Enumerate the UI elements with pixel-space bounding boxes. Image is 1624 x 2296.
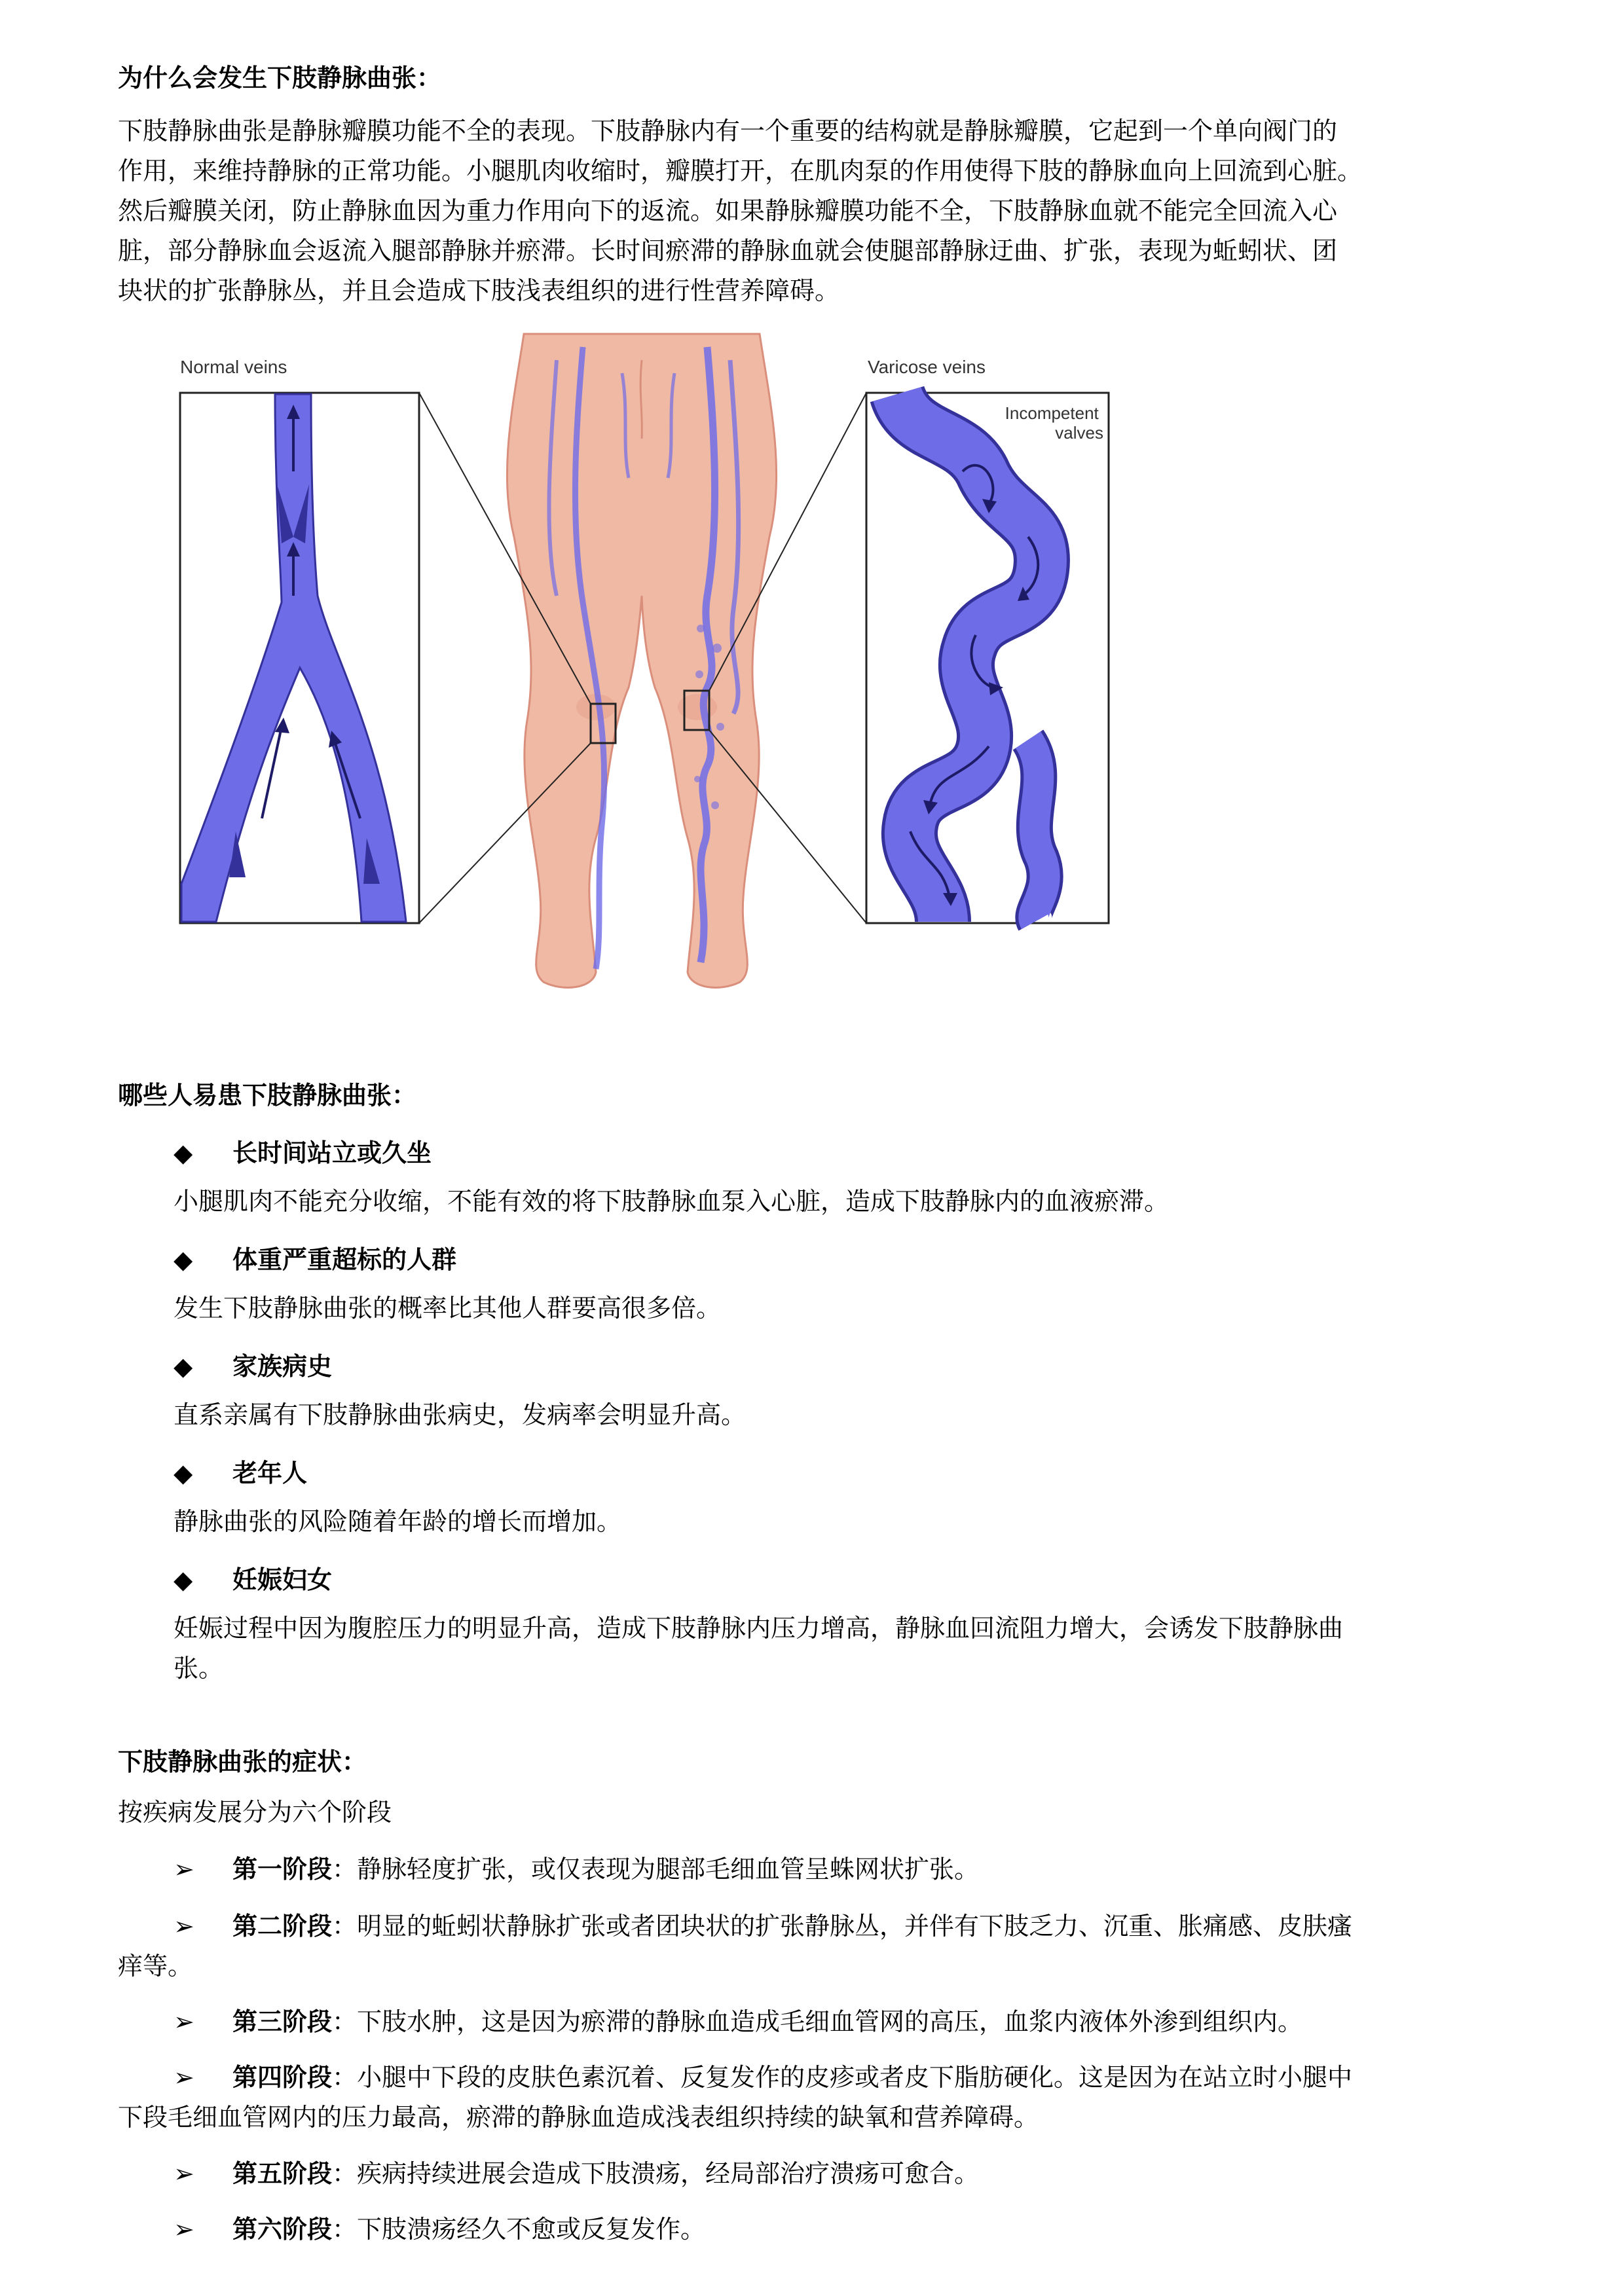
- varicose-veins-label: Varicose veins: [868, 357, 986, 377]
- risk-item-title: ◆ 长时间站立或久坐: [174, 1139, 432, 1167]
- varicose-veins-panel: [866, 393, 1109, 923]
- arrow-bullet-icon: ➢: [174, 2007, 194, 2036]
- stage-item: ➢ 第六阶段：下肢溃疡经久不愈或反复发作。: [174, 2210, 1519, 2250]
- stage-item: ➢ 第二阶段：明显的蚯蚓状静脉扩张或者团块状的扩张静脉丛，并伴有下肢乏力、沉重、胀痛感、皮肤瘙 痒等。: [174, 1906, 1519, 1946]
- risk-item-body: 直系亲属有下肢静脉曲张病史，发病率会明显升高。: [174, 1400, 747, 1429]
- paragraph-line: 然后瓣膜关闭，防止静脉血因为重力作用向下的返流。如果静脉瓣膜功能不全，下肢静脉血就不能完全回流入心: [118, 196, 1338, 225]
- paragraph-line: 作用，来维持静脉的正常功能。小腿肌肉收缩时，瓣膜打开，在肌肉泵的作用使得下肢的静脉血向上回流到心脏。: [118, 156, 1363, 185]
- arrow-bullet-icon: ➢: [174, 2063, 194, 2092]
- risk-item-title: ◆ 家族病史: [174, 1352, 333, 1381]
- section-paragraph-why: [118, 111, 1519, 311]
- diamond-bullet-icon: ◆: [174, 1352, 193, 1381]
- symptoms-intro: 按疾病发展分为六个阶段: [118, 1798, 392, 1827]
- paragraph-line: 块状的扩张静脉丛，并且会造成下肢浅表组织的进行性营养障碍。: [118, 276, 840, 305]
- stage-item: ➢ 第四阶段：小腿中下段的皮肤色素沉着、反复发作的皮疹或者皮下脂肪硬化。这是因为在站立时小腿中 下段毛细血管网内的压力最高，瘀滞的静脉血造成浅表组织持续的缺氧和营养障碍。: [174, 2058, 1519, 2098]
- callout-line: Incompetent: [1005, 403, 1099, 423]
- arrow-bullet-icon: ➢: [174, 2215, 194, 2244]
- normal-veins-label: Normal veins: [180, 357, 287, 377]
- risk-item-body: 发生下肢静脉曲张的概率比其他人群要高很多倍。: [174, 1294, 722, 1322]
- normal-veins-panel: [180, 393, 419, 923]
- section-heading-risk-groups: 哪些人易患下肢静脉曲张：: [118, 1081, 417, 1110]
- paragraph-line: 下肢静脉曲张是静脉瓣膜功能不全的表现。下肢静脉内有一个重要的结构就是静脉瓣膜，它起到一个单向阀门的: [118, 117, 1338, 145]
- risk-item-title: ◆ 妊娠妇女: [174, 1565, 333, 1594]
- stage-item: ➢ 第一阶段：静脉轻度扩张，或仅表现为腿部毛细血管呈蛛网状扩张。: [174, 1850, 1519, 1889]
- risk-item-body: 小腿肌肉不能充分收缩，不能有效的将下肢静脉血泵入心脏，造成下肢静脉内的血液瘀滞。: [174, 1187, 1170, 1216]
- arrow-bullet-icon: ➢: [174, 1912, 194, 1941]
- risk-item-title: ◆ 体重严重超标的人群: [174, 1245, 457, 1274]
- varicose-veins-illustration: [177, 321, 1120, 1002]
- stage-item: ➢ 第三阶段：下肢水肿，这是因为瘀滞的静脉血造成毛细血管网的高压，血浆内液体外渗到组织内。: [174, 2002, 1519, 2042]
- risk-item-title: ◆ 老年人: [174, 1459, 308, 1487]
- risk-item-body: 静脉曲张的风险随着年龄的增长而增加。: [174, 1507, 622, 1536]
- section-heading-why: 为什么会发生下肢静脉曲张：: [118, 64, 442, 92]
- risk-item-body: 妊娠过程中因为腹腔压力的明显升高，造成下肢静脉内压力增高，静脉血回流阻力增大，会诱发下肢静脉曲: [174, 1614, 1344, 1643]
- arrow-bullet-icon: ➢: [174, 1855, 194, 1884]
- risk-item-body: 张。: [174, 1654, 224, 1683]
- diamond-bullet-icon: ◆: [174, 1565, 193, 1594]
- legs-illustration: [419, 334, 866, 987]
- section-heading-symptoms: 下肢静脉曲张的症状：: [118, 1747, 367, 1776]
- diamond-bullet-icon: ◆: [174, 1245, 193, 1274]
- arrow-bullet-icon: ➢: [174, 2159, 194, 2188]
- paragraph-line: 脏，部分静脉血会返流入腿部静脉并瘀滞。长时间瘀滞的静脉血就会使腿部静脉迂曲、扩张，表现为蚯蚓状、团: [118, 236, 1338, 265]
- callout-line: valves: [1055, 423, 1103, 443]
- stage-item: ➢ 第五阶段：疾病持续进展会造成下肢溃疡，经局部治疗溃疡可愈合。: [174, 2154, 1519, 2194]
- diamond-bullet-icon: ◆: [174, 1139, 193, 1167]
- diamond-bullet-icon: ◆: [174, 1459, 193, 1487]
